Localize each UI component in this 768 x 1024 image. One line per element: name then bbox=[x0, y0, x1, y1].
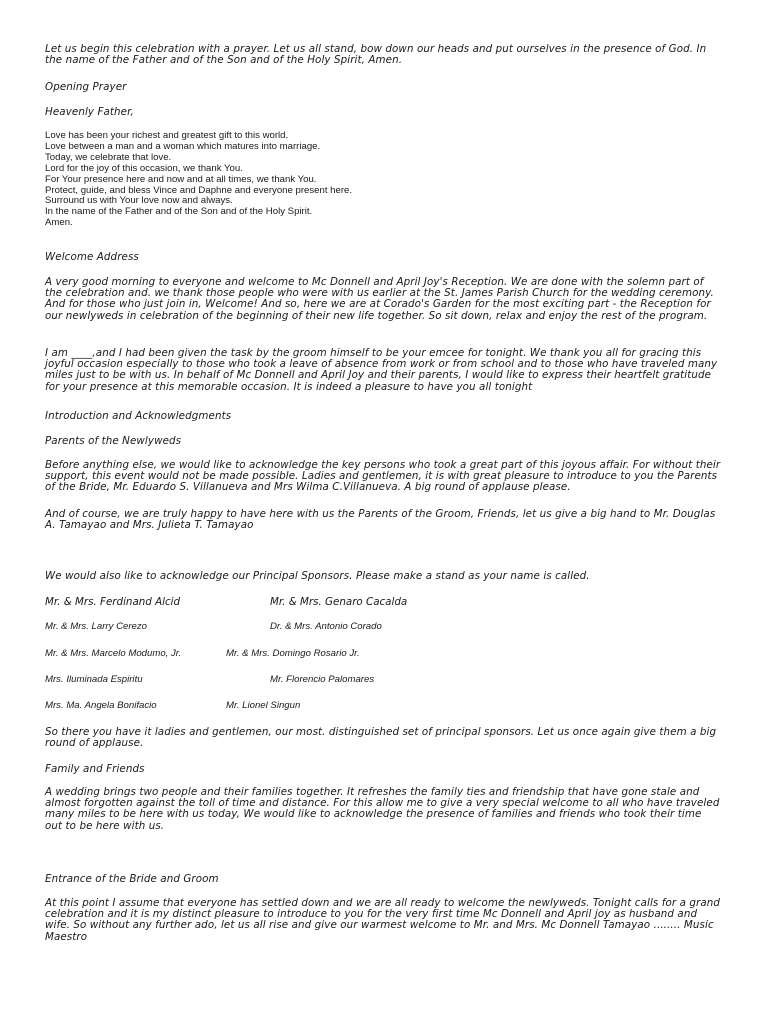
sponsor-name: Mr. Florencio Palomares bbox=[270, 674, 375, 685]
sponsor-row bbox=[45, 700, 721, 713]
sponsor-row bbox=[45, 648, 721, 661]
parents-paragraph-2: And of course, we are truly happy to have here with us the Parents of the Groom, Friends, let us give a big hand to Mr. Douglas A. Tamayao and Mrs. Julieta T. Tamayao bbox=[45, 508, 716, 532]
sponsor-name: Mr. & Mrs. Genaro Cacalda bbox=[270, 596, 408, 608]
sponsor-row bbox=[45, 621, 721, 634]
prayer-line: Love has been your richest and greatest gift to this world. bbox=[45, 130, 289, 141]
sponsor-name: Mr. & Mrs. Domingo Rosario Jr. bbox=[226, 648, 360, 659]
prayer-line: Today, we celebrate that love. bbox=[45, 151, 172, 163]
prayer-text bbox=[45, 131, 721, 229]
sponsor-name: Mrs. Ma. Angela Bonifacio bbox=[45, 700, 157, 711]
family-paragraph: A wedding brings two people and their families together. It refreshes the family ties and friendship that have gone stale and almost forgotten against the toll of time and distance. For this allow me to give a very special welcome to all who have traveled many miles to be here with us today, We would like to acknowledge the presence of families and friends who took their time out to be here with us. bbox=[45, 786, 720, 832]
sponsor-name: Mr. & Mrs. Larry Cerezo bbox=[45, 621, 147, 632]
sponsors-outro: So there you have it ladies and gentlemen, our most. distinguished set of principal sponsors. Let us once again give them a big round of applause. bbox=[45, 726, 717, 750]
sponsor-row bbox=[45, 596, 721, 609]
prayer-line: Love between a man and a woman which matures into marriage. bbox=[45, 140, 321, 152]
welcome-paragraph-2: I am ____,and I had been given the task by the groom himself to be your emcee for tonight. We thank you all for gracing this joyful occasion especially to those who took a leave of absence from work or from school and to those who have traveled many miles just to be with us. In behalf of Mc Donnell and April Joy and their parents, I would like to express their heartfelt gratitude for your presence at this memorable occasion. It is indeed a pleasure to have you all tonight bbox=[45, 347, 718, 393]
prayer-line: Amen. bbox=[45, 217, 73, 229]
sponsor-name: Mrs. Iluminada Espiritu bbox=[45, 674, 143, 685]
prayer-line: For Your presence here and now and at all times, we thank You. bbox=[45, 173, 317, 185]
entrance-heading: Entrance of the Bride and Groom bbox=[45, 873, 219, 885]
welcome-heading: Welcome Address bbox=[45, 251, 139, 263]
intro-paragraph: Let us begin this celebration with a prayer. Let us all stand, bow down our heads and put ourselves in the presence of God. In the name of the Father and of the Son and of the Holy Spirit, Amen. bbox=[45, 43, 707, 67]
prayer-line: In the name of the Father and of the Son and of the Holy Spirit. bbox=[45, 206, 313, 218]
prayer-line: Protect, guide, and bless Vince and Daphne and everyone present here. bbox=[45, 184, 353, 196]
prayer-line: Lord for the joy of this occasion, we thank You. bbox=[45, 162, 243, 174]
entrance-paragraph: At this point I assume that everyone has settled down and we are all ready to welcome the newlyweds. Tonight calls for a grand celebration and it is my distinct pleasure to introduce to you for the very first time Mc Donnell and April joy as husband and wife. So without any further ado, let us all rise and give our warmest welcome to Mr. and Mrs. Mc Donnell Tamayao ........ Music Maestro bbox=[45, 897, 720, 943]
sponsor-row bbox=[45, 674, 721, 687]
prayer-salutation: Heavenly Father, bbox=[45, 106, 134, 118]
parents-heading: Parents of the Newlyweds bbox=[45, 435, 182, 447]
sponsor-name: Dr. & Mrs. Antonio Corado bbox=[270, 621, 382, 632]
sponsor-name: Mr. & Mrs. Marcelo Modumo, Jr. bbox=[45, 648, 182, 659]
opening-prayer-heading: Opening Prayer bbox=[45, 81, 127, 93]
sponsors-intro: We would also like to acknowledge our Principal Sponsors. Please make a stand as your name is called. bbox=[45, 570, 590, 582]
sponsor-name: Mr. Lionel Singun bbox=[226, 700, 301, 711]
introduction-heading: Introduction and Acknowledgments bbox=[45, 410, 232, 422]
sponsor-name: Mr. & Mrs. Ferdinand Alcid bbox=[45, 596, 181, 608]
welcome-paragraph-1: A very good morning to everyone and welcome to Mc Donnell and April Joy's Reception. We are done with the solemn part of the celebration and. we thank those people who were with us earlier at the St. James Parish Church for the wedding ceremony. And for those who just join in, Welcome! And so, here we are at Corado's Garden for the most exciting part - the Reception for our newlyweds in celebration of the beginning of their new life together. So sit down, relax and enjoy the rest of the program. bbox=[45, 276, 714, 322]
prayer-line: Surround us with Your love now and always. bbox=[45, 195, 233, 207]
parents-paragraph-1: Before anything else, we would like to acknowledge the key persons who took a great part of this joyous affair. For without their support, this event would not be made possible. Ladies and gentlemen, it is with great pleasure to introduce to you the Parents of the Bride, Mr. Eduardo S. Villanueva and Mrs Wilma C.Villanueva. A big round of applause please. bbox=[45, 459, 721, 494]
family-heading: Family and Friends bbox=[45, 763, 145, 775]
